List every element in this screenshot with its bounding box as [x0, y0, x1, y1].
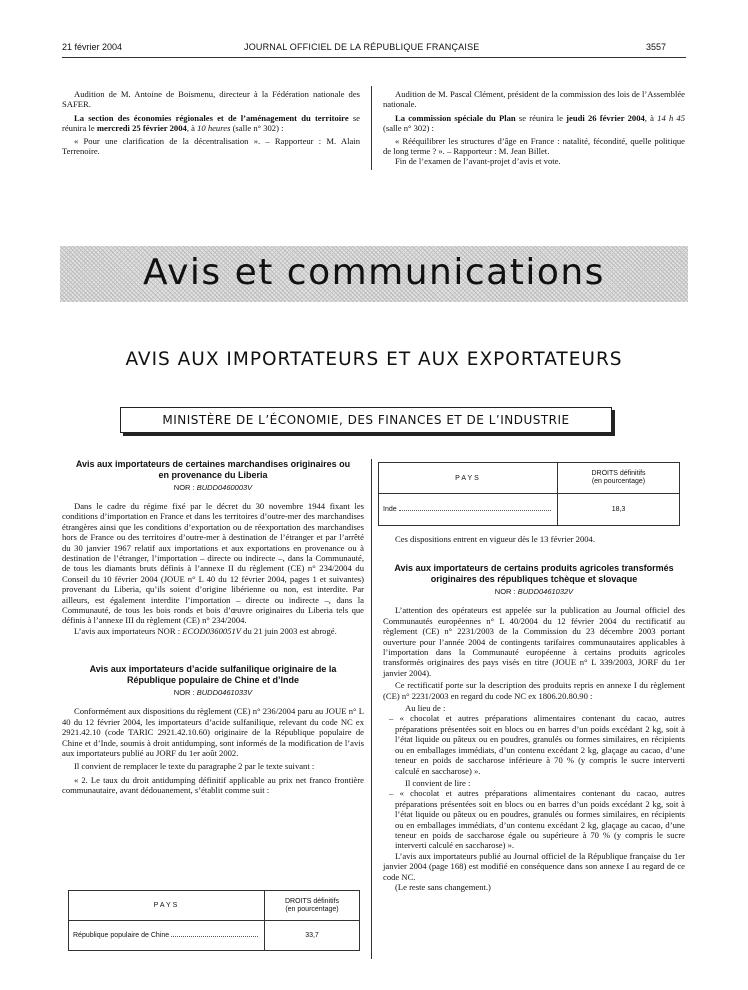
- header-page-number: 3557: [646, 42, 667, 52]
- nor-code: BUDD0461032V: [517, 587, 574, 597]
- report-topic: « Pour une clarification de la décentralisation ». – Rapporteur : M. Alain Terrenoire.: [62, 135, 360, 157]
- report-topic: « Rééquilibrer les structures d’âge en France : natalité, fécondité, quelle politique de long terme ? ». – Rapporteur : M. Jean Billet.: [383, 135, 685, 157]
- paragraph: Ces dispositions entrent en vigueur dès le 13 février 2004.: [395, 534, 596, 544]
- nor-ref: ECOD0360051V: [182, 625, 242, 636]
- paragraph: Ce rectificatif porte sur la description des produits repris en annexe I du règlement (CE) n° 2231/2003 en regard du code NC ex 1806.20.80.90 :: [383, 680, 685, 701]
- table-row-duty: 33,7: [265, 921, 360, 951]
- banner-title: Avis et communications: [143, 252, 605, 293]
- notice-liberia-nor: [62, 483, 364, 492]
- notice-sulfanilic-body: [62, 706, 364, 795]
- col-header-duty: [558, 463, 680, 494]
- col-header-country: PAYS: [69, 891, 265, 921]
- notice-text: se réunira le: [515, 112, 567, 123]
- duty-header-line: (en pourcentage): [591, 478, 646, 485]
- duty-table-china: [68, 890, 360, 951]
- notice-text: (salle n° 302) :: [230, 123, 284, 134]
- section-heading: AVIS AUX IMPORTATEURS ET AUX EXPORTATEURS: [125, 349, 623, 370]
- section-name: La section des économies régionales et de l’aménagement du territoire: [74, 112, 349, 123]
- country-name: République populaire de Chine: [73, 932, 170, 939]
- notice-text: se réunira le: [62, 112, 360, 134]
- commission-name: La commission spéciale du Plan: [395, 112, 516, 123]
- audition-boismenu: Audition de M. Antoine de Boismenu, directeur à la Fédération nationale des SAFER.: [62, 89, 360, 110]
- paragraph: L’avis aux importateurs publié au Journal officiel de la République française du 1er janvier 2004 (page 168) est modifié en conséquence dans son annexe I au regard de ce code NC.: [383, 850, 685, 882]
- meeting-time: 14 h 45: [657, 112, 686, 123]
- commission-meeting-notice: [383, 113, 685, 134]
- header-journal-title: JOURNAL OFFICIEL DE LA RÉPUBLIQUE FRANÇAISE: [244, 42, 480, 52]
- entry-into-force: [383, 534, 685, 544]
- ministry-name: MINISTÈRE DE L’ÉCONOMIE, DES FINANCES ET DE L’INDUSTRIE: [162, 413, 570, 427]
- column-divider-bottom: [371, 459, 372, 959]
- section-meeting-notice: [62, 113, 360, 134]
- nor-label: NOR :: [494, 587, 516, 597]
- paragraph: Il convient de remplacer le texte du paragraphe 2 par le texte suivant :: [74, 761, 315, 772]
- col-header-country: PAYS: [379, 463, 558, 494]
- notice-liberia-title: Avis aux importateurs de certaines marchandises originaires ou en provenance du Liberia: [75, 459, 351, 480]
- paragraph: [62, 626, 364, 636]
- notice-sulfanilic-nor: [62, 688, 364, 697]
- paragraph: – « chocolat et autres préparations alimentaires contenant du cacao, autres préparations présentées soit en blocs ou en barres d’un poids excédant 2 kg, soit à l’état liquide ou pâteux ou en poudres, granulés ou formes similaires, en récipients ou en emballages immédiats, d’un contenu excédant 2 kg, glaçage au cacao, d’une teneur en poids de saccharose égale ou supérieure à 70 % (y compris le sucre interverti calculé en saccharose) ».: [389, 788, 685, 851]
- notice-agri-title: Avis aux importateurs de certains produits agricoles transformés originaires des républiques tchèque et slovaque: [394, 563, 674, 584]
- paragraph: L’attention des opérateurs est appelée sur la publication au Journal officiel des Communautés européennes n° L 40/2004 du 12 février 2004 du rectificatif au règlement (CE) n° 2231/2003 de la Commission du 23 décembre 2003 portant ouverture pour l’année 2004 de contingents tarifaires communautaires applicables à l’importation dans la Communauté européenne à certains produits agricoles transformés originaires des pays visés en titre (JOUE n° L 339/2003, JORF du 1er janvier 2004).: [383, 605, 685, 678]
- duty-header-line: (en pourcentage): [285, 905, 339, 913]
- notice-liberia-body: [62, 501, 364, 636]
- paragraph: Il convient de lire :: [405, 777, 471, 788]
- paragraph: « 2. Le taux du droit antidumping définitif applicable au prix net franco frontière communautaire, avant dédouanement, s’établit comme suit :: [62, 774, 364, 796]
- header-date: 21 février 2004: [62, 42, 123, 52]
- ministry-box: [120, 407, 612, 433]
- country-name: Inde: [383, 506, 397, 513]
- dot-leader: [171, 936, 258, 937]
- notice-agri-nor: [383, 587, 685, 596]
- nor-label: NOR :: [173, 688, 195, 698]
- meeting-date: mercredi 25 février 2004: [96, 123, 187, 134]
- notice-text: , à: [186, 123, 198, 134]
- meeting-time: 10 heures: [197, 123, 231, 134]
- top-right-column: [383, 89, 685, 167]
- top-left-column: [62, 89, 360, 156]
- nor-code: BUDD0461033V: [196, 688, 253, 698]
- duty-header-line: DROITS définitifs: [591, 470, 646, 477]
- duty-header-line: DROITS définitifs: [284, 897, 340, 905]
- notice-text: , à: [644, 112, 658, 123]
- table-row-country: [69, 921, 265, 951]
- paragraph: – « chocolat et autres préparations alimentaires contenant du cacao, autres préparations présentées soit en blocs ou en barres d’un poids excédant 2 kg, soit à l’état liquide ou pâteux ou en poudres, granulés ou formes similaires, en récipients ou en emballages immédiats, d’un contenu excédant 2 kg, glaçage au cacao, d’une teneur en poids de saccharose inférieure à 70 % (y compris le sucre interverti calculé en saccharose) ».: [389, 713, 685, 776]
- header-rule: [62, 57, 686, 58]
- nor-label: NOR :: [173, 483, 195, 492]
- dot-leader: [399, 510, 551, 511]
- notice-text: (salle n° 302) :: [383, 123, 434, 134]
- meeting-date: jeudi 26 février 2004: [566, 112, 645, 123]
- paragraph: Au lieu de :: [405, 703, 446, 714]
- paragraph: Dans le cadre du régime fixé par le décret du 30 novembre 1944 fixant les conditions d’importation en France et dans les territoires d’outre-mer des marchandises étrangères ainsi que les conditions d’exportation ou de réexportation des marchandises hors de France ou des territoires d’outre-mer à destination de l’étranger et par l’arrêté du 30 janvier 1967 relatif aux importations et aux exportations en provenance ou à destination de l’étranger, l’importation – directe ou indirecte –, dans la Communauté, de tous les diamants bruts définis à l’annexe II du règlement (CE) n° 234/2004 du Conseil du 10 février 2004 (JOUE n° L 40 du 12 février 2004, pages 1 et suivantes) provenant du Liberia, qu’ils soient d’origine libérienne ou non, est interdite. Par ailleurs, est également interdite l’importation – directe ou indirecte –, dans la Communauté, de tous les bois ronds et bois d’œuvre originaires du Liberia tels que définis à l’annexe III du règlement (CE) n° 234/2004.: [62, 501, 364, 626]
- text: du 21 juin 2003 est abrogé.: [241, 625, 337, 636]
- notice-agri-body: [383, 605, 685, 892]
- col-header-duty: [265, 891, 360, 921]
- notice-sulfanilic-title: Avis aux importateurs d’acide sulfanilique originaire de la République populaire de Chine et d’Inde: [89, 664, 337, 685]
- audition-clement: Audition de M. Pascal Clément, président de la commission des lois de l’Assemblée nationale.: [383, 89, 685, 110]
- duty-table-india: [378, 462, 680, 526]
- avis-communications-banner: [60, 246, 688, 302]
- nor-code: BUDD0460003V: [196, 483, 253, 492]
- table-row-country: [379, 494, 558, 526]
- left-column: [62, 459, 364, 796]
- right-column: [383, 534, 685, 892]
- exam-end-note: Fin de l’examen de l’avant-projet d’avis et vote.: [395, 156, 561, 167]
- text: L’avis aux importateurs NOR :: [74, 625, 183, 636]
- paragraph: (Le reste sans changement.): [395, 881, 491, 892]
- column-divider-top: [371, 86, 372, 170]
- table-row-duty: 18,3: [558, 494, 680, 526]
- paragraph: Conformément aux dispositions du règlement (CE) n° 236/2004 paru au JOUE n° L 40 du 12 février 2004, les importateurs d’acide sulfanilique, relevant du code NC ex 2921.42.10 (code TARIC 2921.42.10.60) originaire de la République populaire de Chine et d’Inde, soumis à droit antidumping, sont informés de la modification de l’avis aux importateurs publié au JORF du 1er août 2002.: [62, 706, 364, 758]
